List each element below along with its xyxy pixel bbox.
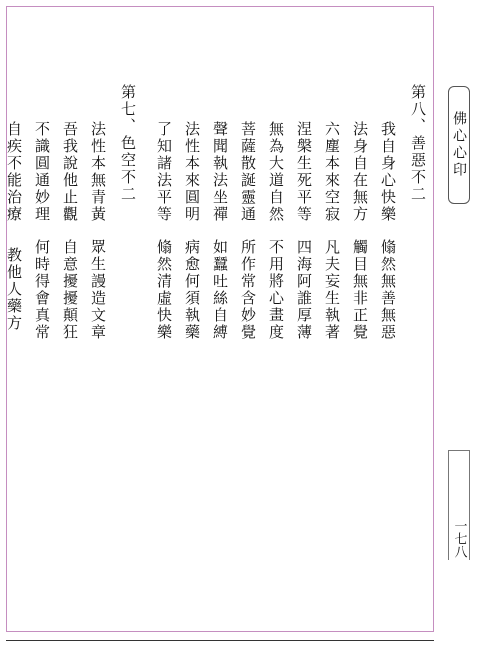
- verse-line: [6, 121, 21, 332]
- side-tab-title: 佛心心印: [451, 111, 467, 179]
- verse-second: 不用將心畫度: [267, 239, 285, 341]
- verse-first: 了知諸法平等: [155, 121, 173, 223]
- verse-line: [90, 121, 105, 341]
- verse-second: 病愈何須執藥: [183, 239, 201, 341]
- verse-line: [156, 121, 171, 341]
- verse-line: [324, 121, 339, 341]
- verse-first: 菩薩散誕靈通: [239, 121, 257, 223]
- verse-first: 我自身心快樂: [379, 121, 397, 223]
- verse-first: 涅槃生死平等: [295, 121, 313, 223]
- verse-second: 凡夫妄生執著: [323, 239, 341, 341]
- verse-second: 四海阿誰厚薄: [295, 239, 313, 341]
- verse-second: 眾生謾造文章: [89, 239, 107, 341]
- verse-line: [34, 121, 49, 341]
- verse-first: 法身自在無方: [351, 121, 369, 223]
- verse-first: 無為大道自然: [267, 121, 285, 223]
- verse-line: [62, 121, 77, 341]
- verse-first: 不識圓通妙理: [33, 121, 51, 223]
- verse-second: 所作常含妙覺: [239, 239, 257, 341]
- verse-second: 何時得會真常: [33, 239, 51, 341]
- verse-first: 聲聞執法坐禪: [211, 121, 229, 223]
- verse-second: 翛然清虛快樂: [155, 239, 173, 341]
- verse-second: 自意擾擾顛狂: [61, 239, 79, 341]
- section-heading: 第七、色空不二: [119, 84, 137, 203]
- verse-first: 自疾不能治療: [5, 121, 23, 223]
- verse-first: 法性本來圓明: [183, 121, 201, 223]
- bottom-rule: [6, 640, 434, 641]
- verse-second: 教他人藥方: [5, 247, 23, 332]
- verse-second: 翛然無善無惡: [379, 239, 397, 341]
- section-heading: 第八、善惡不二: [409, 84, 427, 203]
- verse-second: 如蠶吐絲自縛: [211, 239, 229, 341]
- verse-line: [380, 121, 395, 341]
- page-number: 一七八: [451, 519, 467, 558]
- verse-first: 六塵本來空寂: [323, 121, 341, 223]
- verse-line: [240, 121, 255, 341]
- verse-second: 觸目無非正覺: [351, 239, 369, 341]
- verse-line: [268, 121, 283, 341]
- verse-line: [296, 121, 311, 341]
- verse-line: [352, 121, 367, 341]
- page-number-box: [448, 450, 470, 560]
- verse-line: [212, 121, 227, 341]
- side-tab: [448, 86, 470, 204]
- verse-line: [184, 121, 199, 341]
- verse-first: 法性本無青黃: [89, 121, 107, 223]
- verse-first: 吾我說他止觀: [61, 121, 79, 223]
